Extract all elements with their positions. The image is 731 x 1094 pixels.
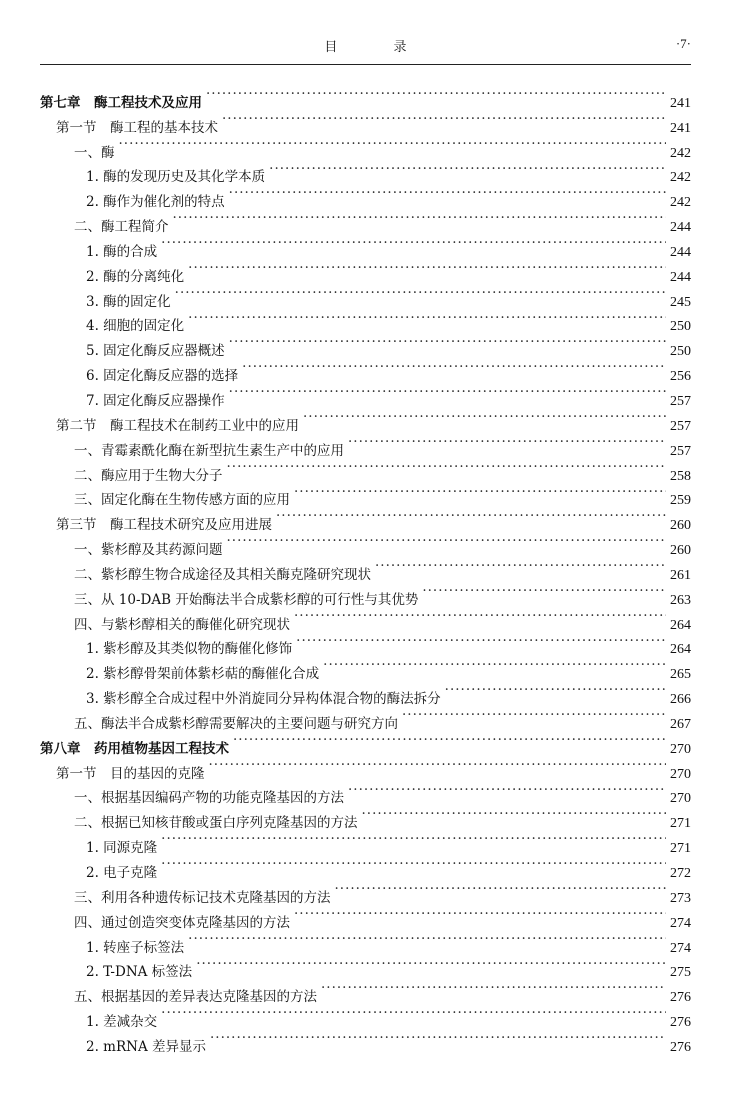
dot-leader [161,852,666,877]
dot-leader [188,927,666,952]
toc-entry-title: 二、酶应用于生物大分子 [74,467,223,484]
toc-entry-title: 2. 紫杉醇骨架前体紫杉萜的酶催化合成 [86,666,320,683]
dot-leader [161,827,666,852]
dot-leader [119,132,667,157]
dot-leader [276,504,666,529]
toc-entry-title: 一、青霉素酰化酶在新型抗生素生产中的应用 [74,442,344,459]
toc-entry-title: 第三节 酶工程技术研究及应用进展 [56,517,272,534]
toc-item-entry[interactable] [40,157,691,186]
toc-entry-page-number: 267 [670,716,691,732]
toc-entry-title: 第七章 酶工程技术及应用 [40,94,202,111]
toc-entry-title: 一、根据基因编码产物的功能克隆基因的方法 [74,790,344,807]
header-title: 目 录 [324,40,433,55]
dot-leader [188,306,666,331]
toc-entry-page-number: 260 [670,518,691,534]
dot-leader [348,430,666,455]
table-of-contents [40,82,691,1055]
dot-leader [233,728,666,753]
toc-entry-page-number: 261 [670,567,691,583]
toc-entry-title: 7. 固定化酶反应器操作 [86,392,225,409]
toc-entry-title: 1. 同源克隆 [86,840,158,857]
toc-entry-title: 2. T-DNA 标签法 [86,964,193,981]
toc-entry-title: 4. 细胞的固定化 [86,318,185,335]
toc-entry-page-number: 271 [670,816,691,832]
toc-entry-page-number: 250 [670,319,691,335]
toc-entry-page-number: 274 [670,915,691,931]
toc-entry-page-number: 242 [670,170,691,186]
dot-leader [188,256,666,281]
toc-entry-title: 二、根据已知核苷酸或蛋白序列克隆基因的方法 [74,815,358,832]
toc-entry-page-number: 272 [670,866,691,881]
toc-entry-title: 五、根据基因的差异表达克隆基因的方法 [74,989,317,1006]
dot-leader [362,802,667,827]
toc-entry-page-number: 258 [670,468,691,484]
toc-entry-title: 三、利用各种遗传标记技术克隆基因的方法 [74,889,331,906]
toc-entry-title: 二、紫杉醇生物合成途径及其相关酶克隆研究现状 [74,566,371,583]
toc-entry-page-number: 245 [670,294,691,310]
dot-leader [296,629,666,654]
toc-entry-page-number: 263 [670,592,691,608]
toc-entry-title: 四、与紫杉醇相关的酶催化研究现状 [74,616,290,633]
toc-entry-page-number: 244 [670,244,691,260]
toc-entry-title: 3. 紫杉醇全合成过程中外消旋同分异构体混合物的酶法拆分 [86,691,441,708]
dot-leader [402,703,666,728]
toc-entry-page-number: 242 [670,145,691,161]
header-page-number: ·7· [675,36,691,51]
toc-entry-page-number: 275 [670,965,691,981]
dot-leader [227,455,667,480]
toc-entry-page-number: 257 [670,443,691,459]
toc-entry-page-number: 256 [670,369,691,385]
dot-leader [294,604,666,629]
toc-entry-page-number: 273 [670,890,691,906]
toc-entry-page-number: 276 [670,1015,691,1031]
toc-entry-page-number: 264 [670,617,691,633]
toc-entry-title: 2. 酶的分离纯化 [86,268,185,285]
toc-entry-page-number: 276 [670,990,691,1006]
toc-entry-title: 5. 固定化酶反应器概述 [86,343,225,360]
toc-entry-title: 2. 酶作为催化剂的特点 [86,194,225,211]
dot-leader [229,181,666,206]
toc-entry-title: 一、紫杉醇及其药源问题 [74,542,223,559]
dot-leader [323,653,666,678]
dot-leader [422,579,666,604]
toc-entry-page-number: 257 [670,418,691,434]
toc-entry-title: 1. 酶的合成 [86,243,158,260]
toc-entry-title: 二、酶工程简介 [74,219,169,236]
toc-subsection-entry[interactable] [40,132,691,161]
dot-leader [206,82,666,107]
toc-entry-page-number: 242 [670,195,691,211]
toc-entry-title: 第一节 酶工程的基本技术 [56,119,218,136]
dot-leader [303,405,666,430]
toc-entry-title: 3. 酶的固定化 [86,293,171,310]
toc-entry-page-number: 270 [670,766,691,782]
toc-entry-title: 6. 固定化酶反应器的选择 [86,368,239,385]
toc-entry-title: 三、固定化酶在生物传感方面的应用 [74,492,290,509]
toc-entry-title: 1. 差减杂交 [86,1014,158,1031]
toc-entry-page-number: 264 [670,642,691,658]
toc-entry-page-number: 241 [670,120,691,136]
page-header [40,34,691,65]
toc-entry-page-number: 265 [670,667,691,683]
dot-leader [294,480,666,505]
dot-leader [161,1001,666,1026]
toc-entry-title: 1. 转座子标签法 [86,939,185,956]
toc-entry-page-number: 266 [670,692,691,708]
toc-entry-page-number: 250 [670,344,691,360]
toc-entry-page-number: 244 [670,269,691,285]
dot-leader [175,281,666,306]
toc-entry-page-number: 270 [670,791,691,807]
toc-entry-page-number: 276 [670,1039,691,1055]
toc-chapter-entry[interactable] [40,82,691,111]
dot-leader [227,529,667,554]
toc-entry-page-number: 260 [670,543,691,559]
toc-entry-title: 一、酶 [74,144,115,161]
toc-entry-title: 三、从 10-DAB 开始酶法半合成紫杉醇的可行性与其优势 [74,591,419,608]
dot-leader [229,380,666,405]
dot-leader [335,877,667,902]
toc-entry-title: 1. 紫杉醇及其类似物的酶催化修饰 [86,641,293,658]
dot-leader [210,1026,666,1051]
toc-entry-page-number: 270 [670,741,691,757]
dot-leader [173,206,667,231]
toc-entry-page-number: 259 [670,493,691,509]
toc-entry-title: 第八章 药用植物基因工程技术 [40,740,229,757]
dot-leader [229,330,666,355]
toc-entry-title: 四、通过创造突变体克隆基因的方法 [74,914,290,931]
dot-leader [196,952,666,977]
toc-entry-title: 第一节 目的基因的克隆 [56,765,205,782]
toc-entry-page-number: 241 [670,95,691,111]
dot-leader [321,976,666,1001]
dot-leader [222,107,666,132]
dot-leader [269,157,666,182]
dot-leader [209,753,667,778]
dot-leader [242,355,666,380]
toc-entry-page-number: 271 [670,841,691,857]
toc-entry-page-number: 274 [670,940,691,956]
dot-leader [348,778,666,803]
dot-leader [445,678,666,703]
toc-entry-page-number: 244 [670,220,691,236]
dot-leader [294,902,666,927]
dot-leader [375,554,666,579]
toc-entry-title: 五、酶法半合成紫杉醇需要解决的主要问题与研究方向 [74,715,398,732]
toc-entry-title: 2. 电子克隆 [86,865,158,881]
toc-entry-title: 第二节 酶工程技术在制药工业中的应用 [56,417,299,434]
toc-entry-title: 2. mRNA 差异显示 [86,1038,206,1055]
toc-entry-page-number: 257 [670,393,691,409]
dot-leader [161,231,666,256]
toc-entry-title: 1. 酶的发现历史及其化学本质 [86,169,266,186]
